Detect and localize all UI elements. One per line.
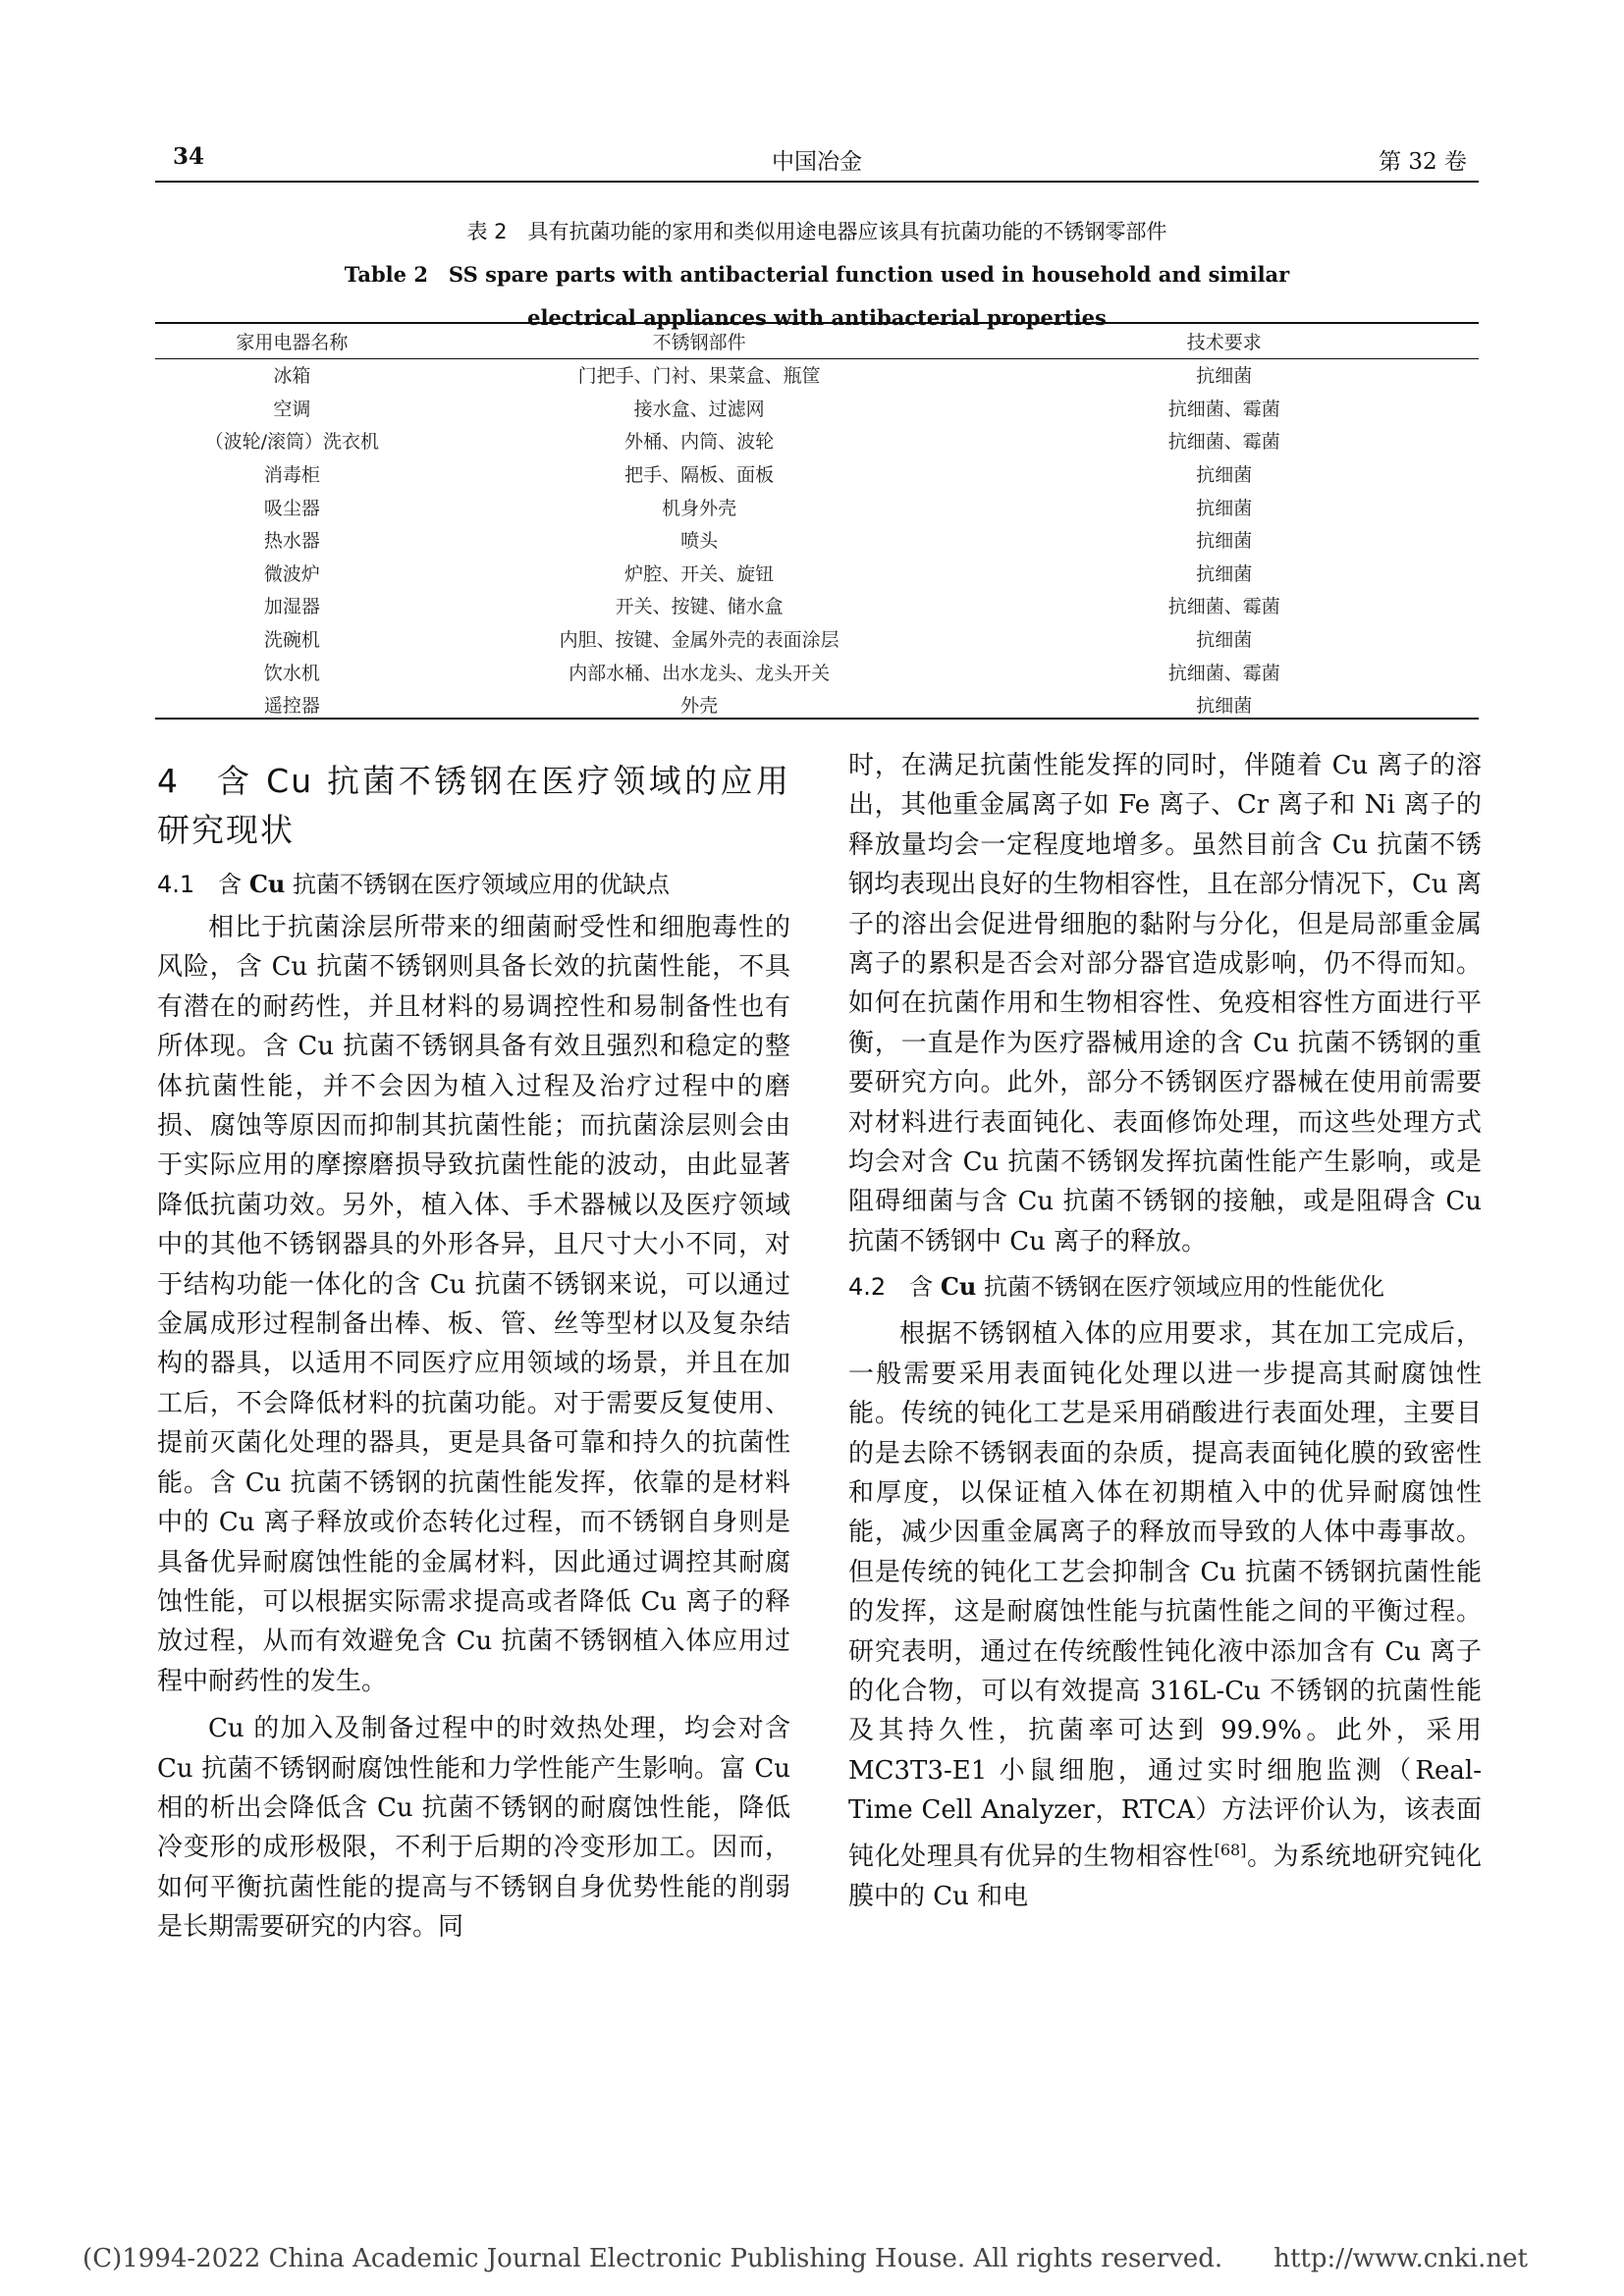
subsection-4-2-heading	[848, 1267, 1482, 1307]
cell-appliance: 遥控器	[263, 695, 320, 718]
cell-appliance: 微波炉	[263, 562, 320, 585]
table-row	[155, 688, 1479, 721]
left-column	[157, 751, 790, 1948]
table-row	[155, 392, 1479, 425]
cell-requirement: 抗细菌	[1196, 530, 1253, 553]
col-header-appliance: 家用电器名称	[236, 332, 349, 353]
cell-appliance: 洗碗机	[263, 629, 320, 652]
paragraph-text: 。为系统地研究钝化膜中的 Cu 和电	[848, 1842, 1482, 1911]
subsection-text: 含	[218, 871, 249, 898]
cell-parts: 门把手、门衬、果菜盒、瓶筐	[577, 365, 821, 388]
subsection-number: 4.1	[157, 871, 195, 898]
cell-appliance: 吸尘器	[263, 497, 320, 519]
table-row	[155, 490, 1479, 523]
cell-requirement: 抗细菌	[1196, 562, 1253, 585]
spare-parts-table	[155, 324, 1479, 721]
paragraph: 相比于抗菌涂层所带来的细菌耐受性和细胞毒性的风险，含 Cu 抗菌不锈钢则具备长效的抗菌性能，不具有潜在的耐药性，并且材料的易调控性和易制备性也有所体现。含 Cu 抗菌不锈钢具备有效且强烈和稳定的整体抗菌性能，并不会因为植入过程及治疗过程中的磨损、腐蚀等原因而抑制其抗菌性能；而抗菌涂层则会由于实际应用的摩擦磨损导致抗菌性能的波动，由此显著降低抗菌功效。另外，植入体、手术器械以及医疗领域中的其他不锈钢器具的外形各异，且尺寸大小不同，对于结构功能一体化的含 Cu 抗菌不锈钢来说，可以通过金属成形过程制备出棒、板、管、丝等型材以及复杂结构的器具，以适用不同医疗应用领域的场景，并且在加工后，不会降低材料的抗菌功能。对于需要反复使用、提前灭菌化处理的器具，更是具备可靠和持久的抗菌性能。含 Cu 抗菌不锈钢的抗菌性能发挥，依靠的是材料中的 Cu 离子释放或价态转化过程，而不锈钢自身则是具备优异耐腐蚀性能的金属材料，因此通过调控其耐腐蚀性能，可以根据实际需求提高或者降低 Cu 离子的释放过程，从而有效避免含 Cu 抗菌不锈钢植入体应用过程中耐药性的发生。	[157, 913, 790, 1696]
copyright-footer: (C)1994-2022 China Academic Journal Electronic Publishing House. All rights reserved. http://www.cnki.net	[82, 2244, 1528, 2273]
cell-parts: 接水盒、过滤网	[633, 398, 765, 420]
subsection-bold: Cu	[940, 1272, 977, 1302]
subsection-text: 含	[909, 1273, 941, 1302]
volume-label: 第 32 卷	[1379, 149, 1467, 175]
cell-parts: 开关、按键、储水盒	[615, 596, 784, 618]
table-row	[155, 557, 1479, 590]
cell-appliance: 饮水机	[263, 662, 320, 684]
table-row	[155, 424, 1479, 457]
paragraph	[848, 1314, 1482, 1916]
cell-parts: 内部水桶、出水龙头、龙头开关	[568, 662, 831, 684]
right-column	[848, 746, 1482, 1916]
cell-requirement: 抗细菌、霉菌	[1167, 398, 1280, 420]
cell-requirement: 抗细菌	[1196, 365, 1253, 388]
table-caption-en-line2: electrical appliances with antibacterial properties	[527, 305, 1107, 330]
table-caption-en-line1: Table 2 SS spare parts with antibacterial function used in household and similar	[344, 262, 1290, 287]
paragraph: 时，在满足抗菌性能发挥的同时，伴随着 Cu 离子的溶出，其他重金属离子如 Fe 离子、Cr 离子和 Ni 离子的释放量均会一定程度地增多。虽然目前含 Cu 抗菌不锈钢均表现出良好的生物相容性，且在部分情况下，Cu 离子的溶出会促进骨细胞的黏附与分化，但是局部重金属离子的累积是否会对部分器官造成影响，仍不得而知。如何在抗菌作用和生物相容性、免疫相容性方面进行平衡，一直是作为医疗器械用途的含 Cu 抗菌不锈钢的重要研究方向。此外，部分不锈钢医疗器械在使用前需要对材料进行表面钝化、表面修饰处理，而这些处理方式均会对含 Cu 抗菌不锈钢发挥抗菌性能产生影响，或是阻碍细菌与含 Cu 抗菌不锈钢的接触，或是阻碍含 Cu 抗菌不锈钢中 Cu 离子的释放。	[848, 751, 1482, 1256]
cell-parts: 外桶、内筒、波轮	[624, 431, 775, 454]
cell-appliance: 空调	[273, 398, 311, 420]
cell-parts: 机身外壳	[662, 497, 737, 519]
journal-name: 中国冶金	[772, 149, 862, 175]
table-row	[155, 589, 1479, 622]
cell-parts: 喷头	[680, 530, 719, 553]
col-header-parts: 不锈钢部件	[652, 332, 746, 353]
paragraph-text: 根据不锈钢植入体的应用要求，其在加工完成后，一般需要采用表面钝化处理以进一步提高其耐腐蚀性能。传统的钝化工艺是采用硝酸进行表面处理，主要目的是去除不锈钢表面的杂质，提高表面钝化膜的致密性和厚度，以保证植入体在初期植入中的优异耐腐蚀性能，减少因重金属离子的释放而导致的人体中毒事故。但是传统的钝化工艺会抑制含 Cu 抗菌不锈钢抗菌性能的发挥，这是耐腐蚀性能与抗菌性能之间的平衡过程。研究表明，通过在传统酸性钝化液中添加含有 Cu 离子的化合物，可以有效提高 316L-Cu 不锈钢的抗菌性能及其持久性，抗菌率可达到 99.9%。此外，采用 MC3T3-E1 小鼠细胞，通过实时细胞监测（Real-Time Cell Analyzer，RTCA）方法评价认为，该表面钝化处理具有优异的生物相容性	[848, 1319, 1482, 1872]
running-header	[155, 137, 1479, 181]
cell-requirement: 抗细菌	[1196, 497, 1253, 519]
cell-appliance: 加湿器	[263, 596, 320, 618]
cell-requirement: 抗细菌、霉菌	[1167, 431, 1280, 454]
cell-appliance: 冰箱	[273, 365, 311, 388]
table-body	[155, 358, 1479, 721]
cell-appliance: 热水器	[263, 530, 320, 553]
cell-requirement: 抗细菌、霉菌	[1167, 662, 1280, 684]
table-row	[155, 457, 1479, 491]
subsection-bold: Cu	[248, 870, 286, 898]
table-caption-cn: 表 2 具有抗菌功能的家用和类似用途电器应该具有抗菌功能的不锈钢零部件	[466, 220, 1167, 243]
cell-requirement: 抗细菌	[1196, 464, 1253, 487]
header-rule	[155, 181, 1479, 183]
section-4-heading: 4 含 Cu 抗菌不锈钢在医疗领域的应用研究现状	[157, 762, 790, 849]
col-header-requirement: 技术要求	[1186, 332, 1262, 353]
citation: [68]	[1214, 1840, 1247, 1859]
subsection-number: 4.2	[848, 1273, 887, 1302]
cell-parts: 内胆、按键、金属外壳的表面涂层	[559, 629, 839, 652]
cell-parts: 炉腔、开关、旋钮	[624, 562, 775, 585]
cell-parts: 外壳	[680, 695, 719, 718]
table-row	[155, 523, 1479, 557]
paragraph: Cu 的加入及制备过程中的时效热处理，均会对含 Cu 抗菌不锈钢耐腐蚀性能和力学性能产生影响。富 Cu 相的析出会降低含 Cu 抗菌不锈钢的耐腐蚀性能，降低冷变形的成形极限，不利于后期的冷变形加工。因而，如何平衡抗菌性能的提高与不锈钢自身优势性能的削弱是长期需要研究的内容。同	[157, 1714, 790, 1943]
cell-parts: 把手、隔板、面板	[624, 464, 775, 487]
subsection-4-1-heading	[157, 865, 790, 904]
cell-appliance: （波轮/滚筒）洗衣机	[204, 431, 380, 454]
table-row	[155, 358, 1479, 392]
table-header-row	[155, 324, 1479, 358]
subsection-text: 抗菌不锈钢在医疗领域应用的优缺点	[285, 871, 671, 898]
cell-requirement: 抗细菌	[1196, 629, 1253, 652]
subsection-text: 抗菌不锈钢在医疗领域应用的性能优化	[976, 1273, 1385, 1302]
table-row	[155, 622, 1479, 656]
cell-appliance: 消毒柜	[263, 464, 320, 487]
cell-requirement: 抗细菌、霉菌	[1167, 596, 1280, 618]
cell-requirement: 抗细菌	[1196, 695, 1253, 718]
table-row	[155, 655, 1479, 688]
page-number: 34	[173, 143, 205, 170]
